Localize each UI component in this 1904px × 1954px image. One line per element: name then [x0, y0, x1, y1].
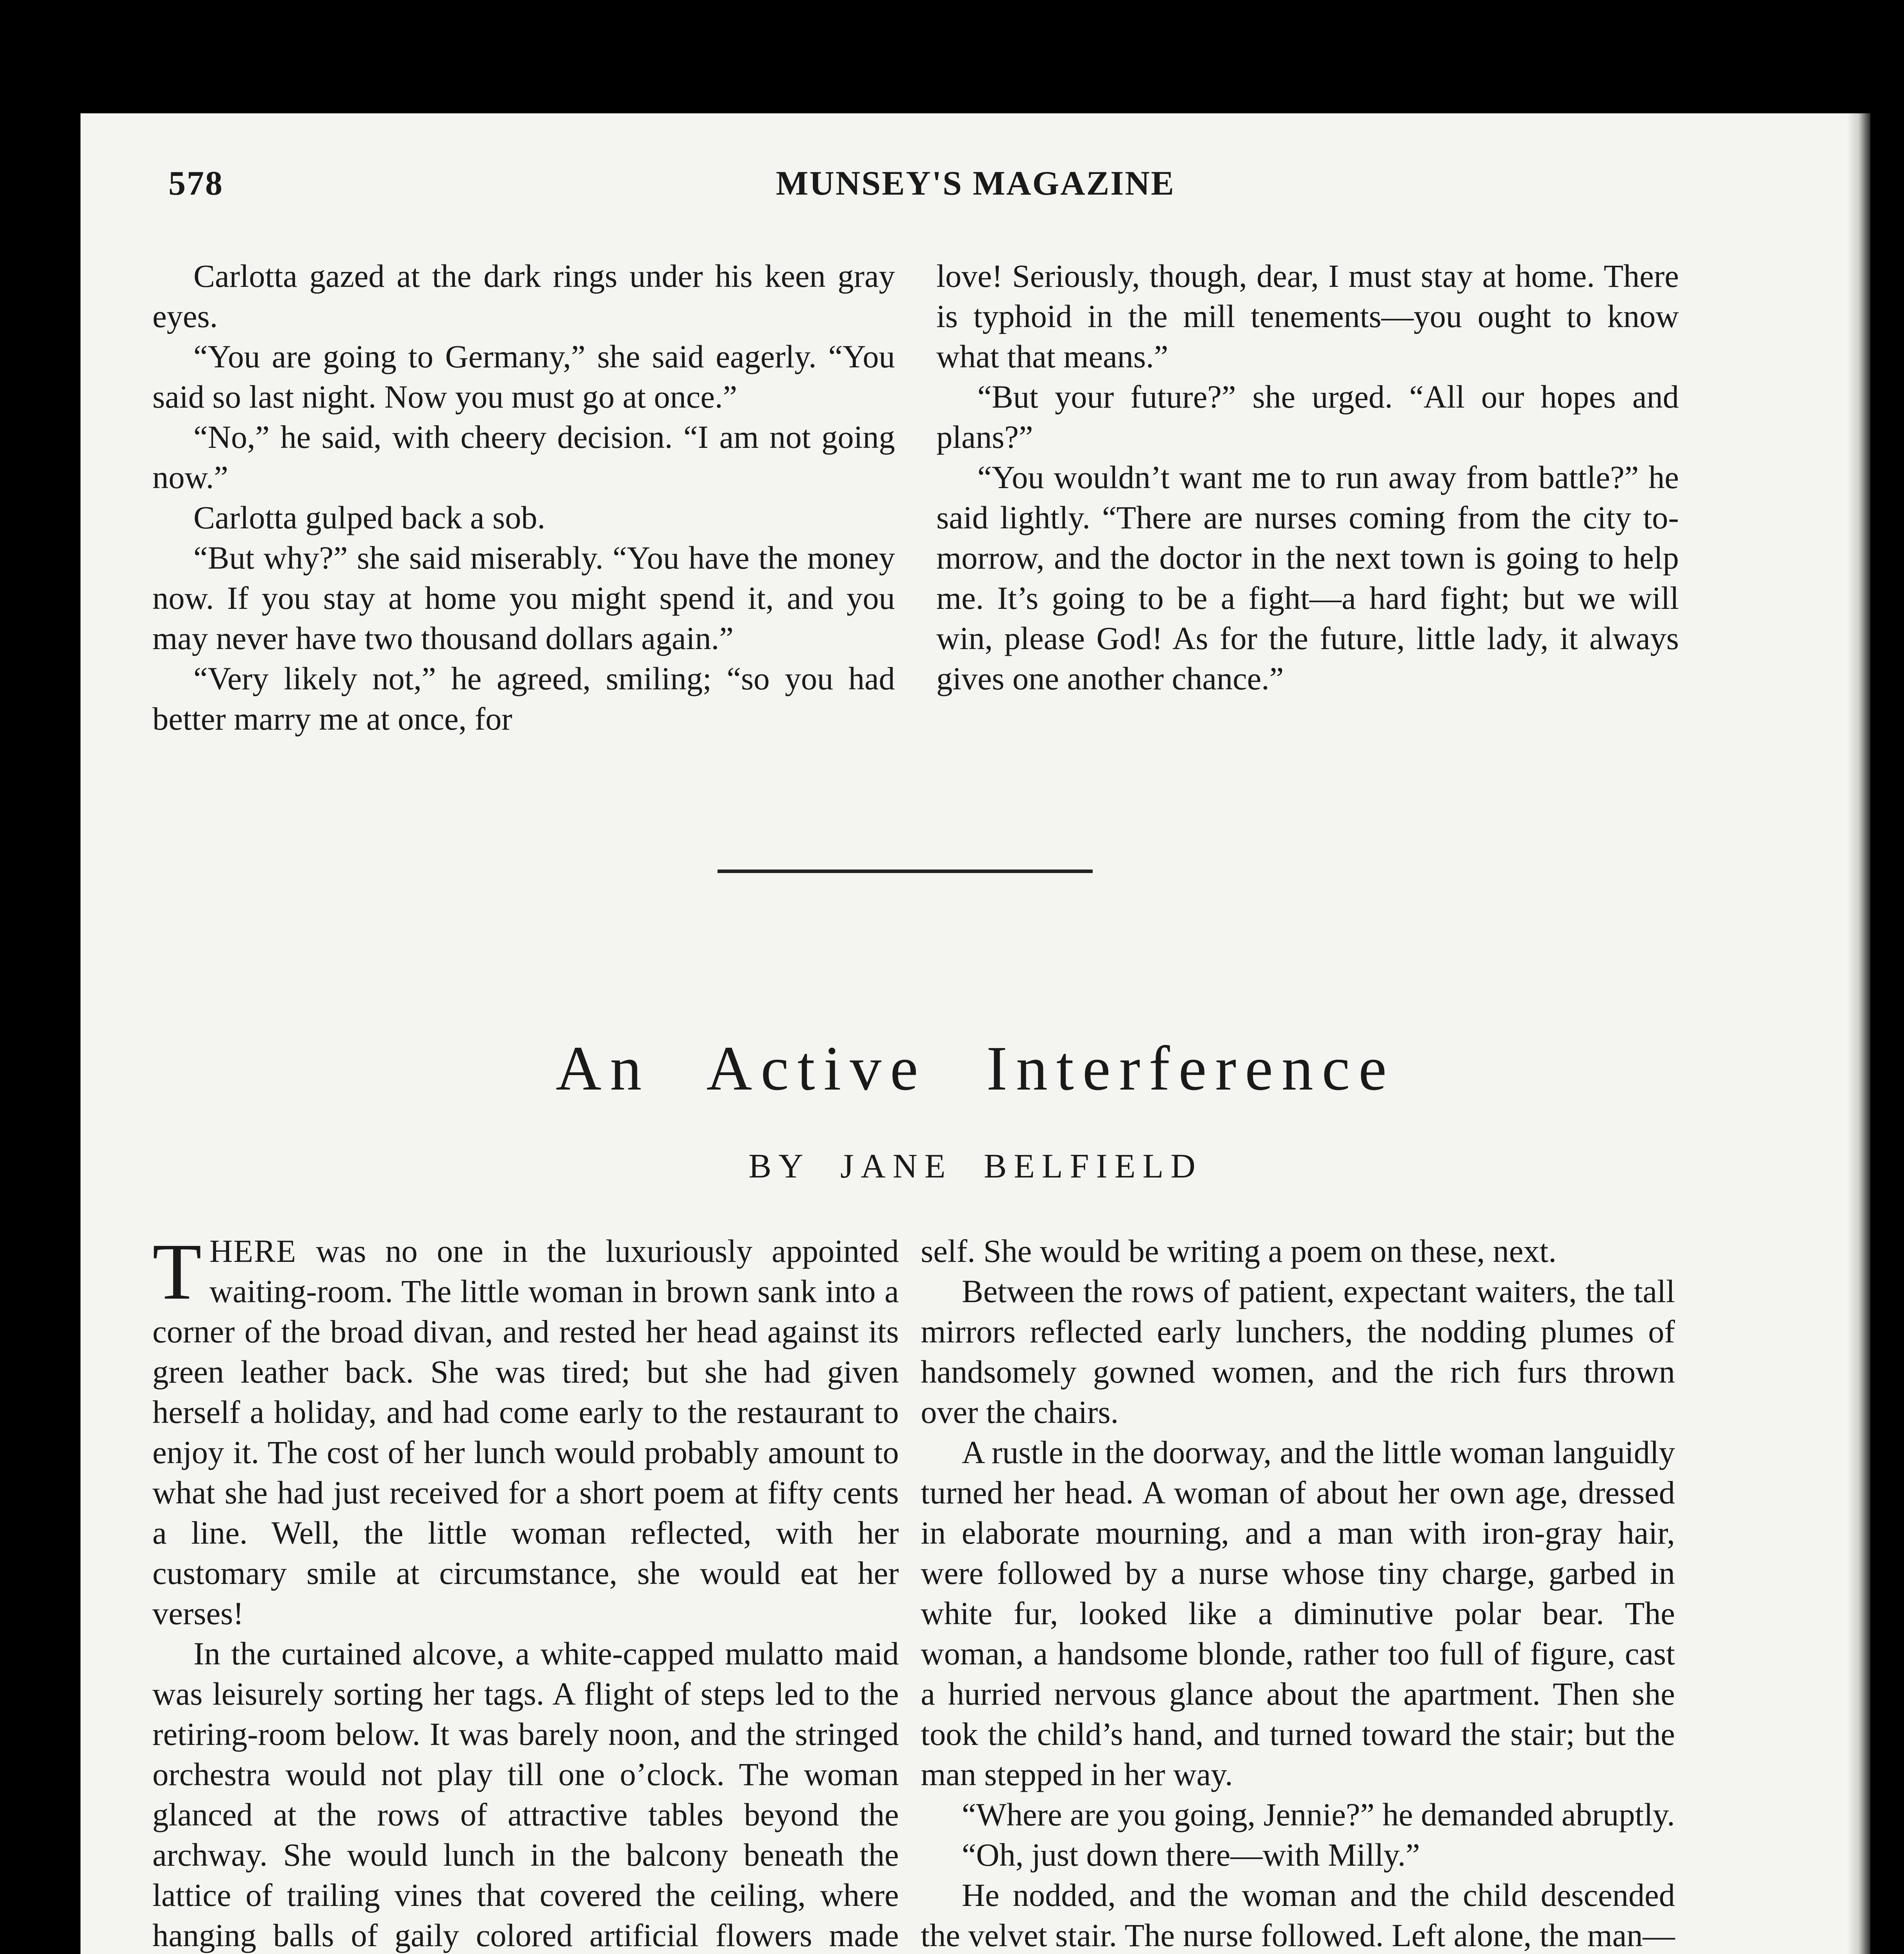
paragraph: Carlotta gazed at the dark rings under his keen gray eyes.: [152, 258, 895, 334]
drop-cap: T: [152, 1227, 202, 1316]
paragraph: “No,” he said, with cheery decision. “I am not going now.”: [152, 419, 895, 495]
paragraph-continuation: love! Seriously, though, dear, I must stay at home. There is typhoid in the mill tenements—you ought to know what that means.”: [936, 258, 1679, 374]
paragraph: “Where are you going, Jennie?” he demanded abruptly.: [962, 1797, 1675, 1832]
page-number: 578: [168, 165, 224, 202]
paragraph: Carlotta gulped back a sob.: [193, 499, 546, 535]
paragraph: Between the rows of patient, expectant waiters, the tall mirrors reflected early lunchers, the nodding plumes of handsomely gowned women, and the rich furs thrown over the chairs.: [921, 1273, 1675, 1430]
page-header: [81, 162, 1870, 205]
paragraph: “But why?” she said miserably. “You have the money now. If you stay at home you might spend it, and you may never have two thousand dollars again.”: [152, 540, 895, 656]
paragraph: He nodded, and the woman and the child descended the velvet stair. The nurse followed. Left alone, the man—: [921, 1877, 1675, 1953]
opening-paragraph-text: was no one in the luxuriously appointed waiting-room. The little woman in brown sank into a corner of the broad divan, and rested her head against its green leather back. She was tired; but she had given herself a holiday, and had come early to the restaurant to enjoy it. The cost of her lunch would probably amount to what she had just received for a short poem at fifty cents a line. Well, the little woman reflected, with her customary smile at circumstance, she would eat her verses!: [152, 1233, 899, 1631]
paragraph: “But your future?” she urged. “All our hopes and plans?”: [936, 379, 1679, 455]
magazine-page: [81, 113, 1870, 1954]
paragraph: In the curtained alcove, a white-capped mulatto maid was leisurely sorting her tags. A flight of steps led to the retiring-room below. It was barely noon, and the stringed orchestra would not play till one o’clock. The woman glanced at the rows of attractive tables beyond the archway. She would lunch in the balcony beneath the lattice of trailing vines that covered the ceiling, where hanging balls of gaily colored artificial flowers made: [152, 1635, 899, 1953]
article-title: An Active Interference: [555, 1034, 1396, 1104]
opening-paragraph: [152, 1227, 899, 1634]
paragraph: “Very likely not,” he agreed, smiling; “so you had better marry me at once, for: [152, 660, 895, 737]
previous-story-left-column: [152, 256, 895, 739]
opening-word: HERE: [209, 1233, 297, 1269]
paragraph-continuation: self. She would be writing a poem on these, next.: [921, 1233, 1557, 1269]
article-byline: BY JANE BELFIELD: [748, 1147, 1203, 1185]
article-right-column: [921, 1231, 1675, 1954]
article-left-column: [152, 1227, 899, 1954]
paragraph: “Oh, just down there—with Milly.”: [962, 1837, 1420, 1873]
paragraph: A rustle in the doorway, and the little woman languidly turned her head. A woman of about her own age, dressed in elaborate mourning, and a man with iron-gray hair, were followed by a nurse whose tiny charge, garbed in white fur, looked like a diminutive polar bear. The woman, a handsome blonde, rather too full of figure, cast a hurried nervous glance about the apartment. Then she took the child’s hand, and turned toward the stair; but the man stepped in her way.: [921, 1434, 1675, 1792]
previous-story-right-column: [936, 256, 1679, 699]
paragraph: “You wouldn’t want me to run away from battle?” he said lightly. “There are nurses coming from the city to-morrow, and the doctor in the next town is going to help me. It’s going to be a fight—a hard fight; but we will win, please God! As for the future, little lady, it always gives one another chance.”: [936, 459, 1679, 696]
paragraph: “You are going to Germany,” she said eagerly. “You said so last night. Now you must go at once.”: [152, 338, 895, 415]
running-head: MUNSEY'S MAGAZINE: [776, 165, 1175, 202]
section-divider-rule: [718, 870, 1093, 873]
